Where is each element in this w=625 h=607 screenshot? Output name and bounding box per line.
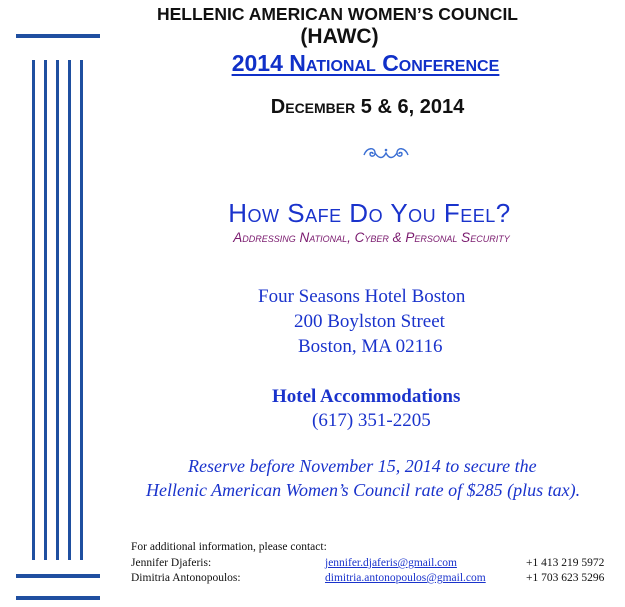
- contact-phone: +1 703 623 5296: [526, 572, 605, 584]
- venue-city: Boston, MA 02116: [298, 336, 443, 357]
- column-shaft-line: [68, 60, 71, 560]
- conference-dates: [80, 96, 625, 119]
- organization-abbreviation: (HAWC): [300, 25, 379, 48]
- scroll-flourish-icon: [361, 143, 411, 163]
- conference-title: [78, 50, 625, 77]
- column-base: [16, 574, 100, 578]
- reservation-line-2: Hellenic American Women’s Council rate of $285 (plus tax).: [146, 480, 581, 500]
- topic-title-text: How Safe Do You Feel?: [228, 198, 511, 228]
- topic-title: [82, 198, 625, 229]
- reservation-line-1: Reserve before November 15, 2014 to secure the: [188, 456, 537, 476]
- column-shaft-line: [32, 60, 35, 560]
- topic-subtitle-text: Addressing National, Cyber & Personal Security: [233, 230, 510, 245]
- accommodations-heading: Hotel Accommodations: [272, 386, 461, 407]
- conference-title-text: 2014 National Conference: [231, 50, 500, 76]
- topic-subtitle: [84, 230, 625, 245]
- contact-phone: +1 413 219 5972: [526, 557, 605, 569]
- column-shaft-line: [56, 60, 59, 560]
- column-base: [16, 596, 100, 600]
- organization-name: HELLENIC AMERICAN WOMEN’S COUNCIL: [156, 4, 518, 24]
- column-shaft-line: [44, 60, 47, 560]
- column-shaft-line: [80, 60, 83, 560]
- contact-name: Dimitria Antonopoulos:: [131, 572, 241, 584]
- accommodations-phone: (617) 351-2205: [312, 410, 431, 431]
- contact-email-link[interactable]: jennifer.djaferis@gmail.com: [325, 557, 457, 569]
- contact-intro: For additional information, please contact:: [131, 541, 327, 553]
- venue-name: Four Seasons Hotel Boston: [258, 286, 466, 307]
- contact-email-link[interactable]: dimitria.antonopoulos@gmail.com: [325, 572, 486, 584]
- conference-dates-text: December 5 & 6, 2014: [270, 96, 465, 118]
- contact-name: Jennifer Djaferis:: [131, 557, 212, 569]
- venue-street: 200 Boylston Street: [294, 311, 445, 332]
